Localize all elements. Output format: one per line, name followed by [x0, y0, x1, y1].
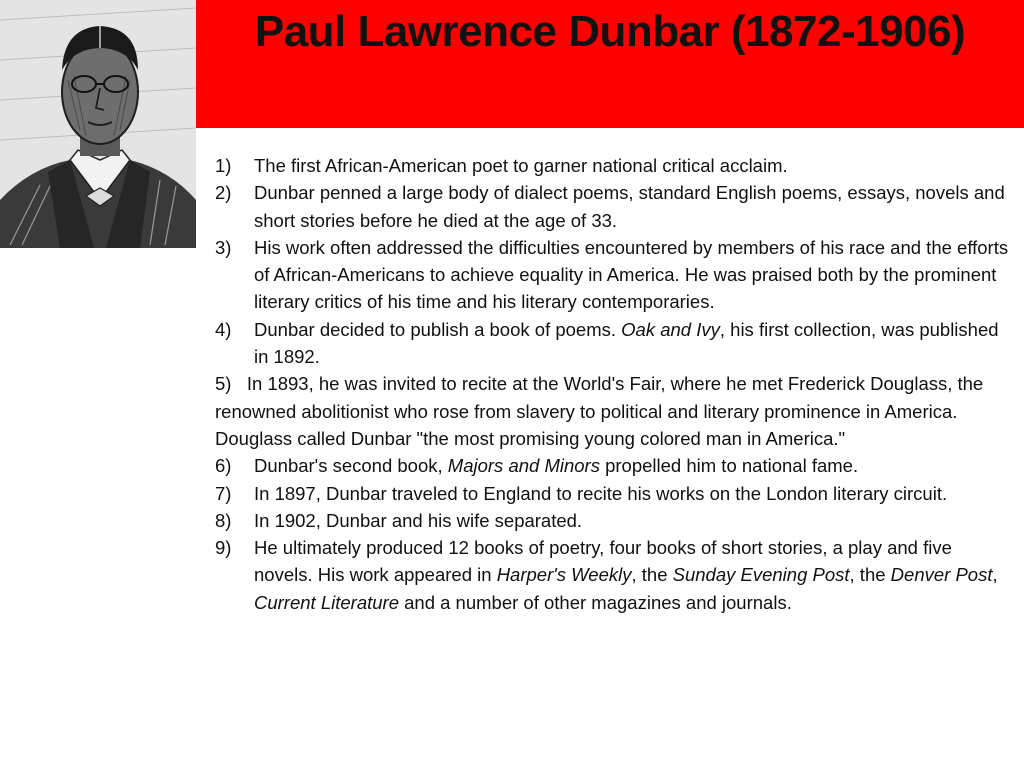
list-number: 5)	[215, 373, 232, 395]
portrait-engraving-icon	[0, 0, 196, 248]
list-text	[254, 534, 1015, 616]
list-text: His work often addressed the difficulties encountered by members of his race and the efforts of African-Americans to achieve equality in America. He was praised both by the prominent literary critics of his time and his literary contemporaries.	[254, 236, 1009, 313]
text-span: , his first collection, was published in 1892.	[254, 318, 999, 368]
publication-italic: Denver Post	[890, 564, 993, 586]
fact-list	[215, 152, 1015, 616]
list-text: In 1902, Dunbar and his wife separated.	[254, 509, 583, 531]
text-span: , the	[631, 564, 673, 586]
slide-title: Paul Lawrence Dunbar (1872-1906)	[254, 7, 966, 56]
list-text	[254, 452, 1015, 479]
list-item	[215, 480, 1015, 507]
list-text: Dunbar penned a large body of dialect poems, standard English poems, essays, novels and short stories before he died at the age of 33.	[254, 182, 1005, 231]
list-item	[215, 234, 1015, 316]
list-text: The first African-American poet to garner national critical acclaim.	[254, 155, 788, 176]
publication-italic: Current Literature	[254, 591, 399, 613]
list-number: 8)	[215, 509, 232, 531]
list-item	[215, 534, 1015, 616]
list-item	[215, 316, 1015, 371]
list-number: 6)	[215, 455, 232, 477]
list-item	[215, 152, 1015, 179]
text-span: ,	[992, 564, 998, 586]
list-number: 1)	[215, 155, 232, 176]
book-title-italic: Majors and Minors	[447, 455, 600, 477]
list-number: 9)	[215, 537, 232, 559]
list-number: 7)	[215, 482, 232, 504]
text-span: , the	[849, 564, 891, 586]
publication-italic: Sunday Evening Post	[672, 564, 850, 586]
text-span: Dunbar decided to publish a book of poems.	[254, 318, 622, 340]
list-text: In 1893, he was invited to recite at the World's Fair, where he met Frederick Douglass, the renowned abolitionist who rose from slavery to political and literary prominence in America. Douglass called Dunbar "the most promising young colored man in America."	[215, 373, 984, 449]
list-item	[215, 179, 1015, 234]
text-span: Dunbar's second book,	[254, 455, 448, 477]
list-text	[254, 316, 1015, 371]
list-text: In 1897, Dunbar traveled to England to recite his works on the London literary circuit.	[254, 482, 948, 504]
book-title-italic: Oak and Ivy	[621, 318, 720, 340]
portrait-image	[0, 0, 196, 248]
list-item	[215, 370, 1015, 452]
list-number: 3)	[215, 236, 232, 258]
list-number: 2)	[215, 182, 232, 204]
text-span: He ultimately produced 12 books of poetry, four books of short stories, a play and five novels. His work appeared in	[254, 537, 952, 586]
list-item	[215, 507, 1015, 534]
text-span: and a number of other magazines and journals.	[398, 591, 792, 613]
list-number: 4)	[215, 318, 232, 340]
text-span: propelled him to national fame.	[599, 455, 859, 477]
list-item	[215, 452, 1015, 479]
publication-italic: Harper's Weekly	[496, 564, 632, 586]
